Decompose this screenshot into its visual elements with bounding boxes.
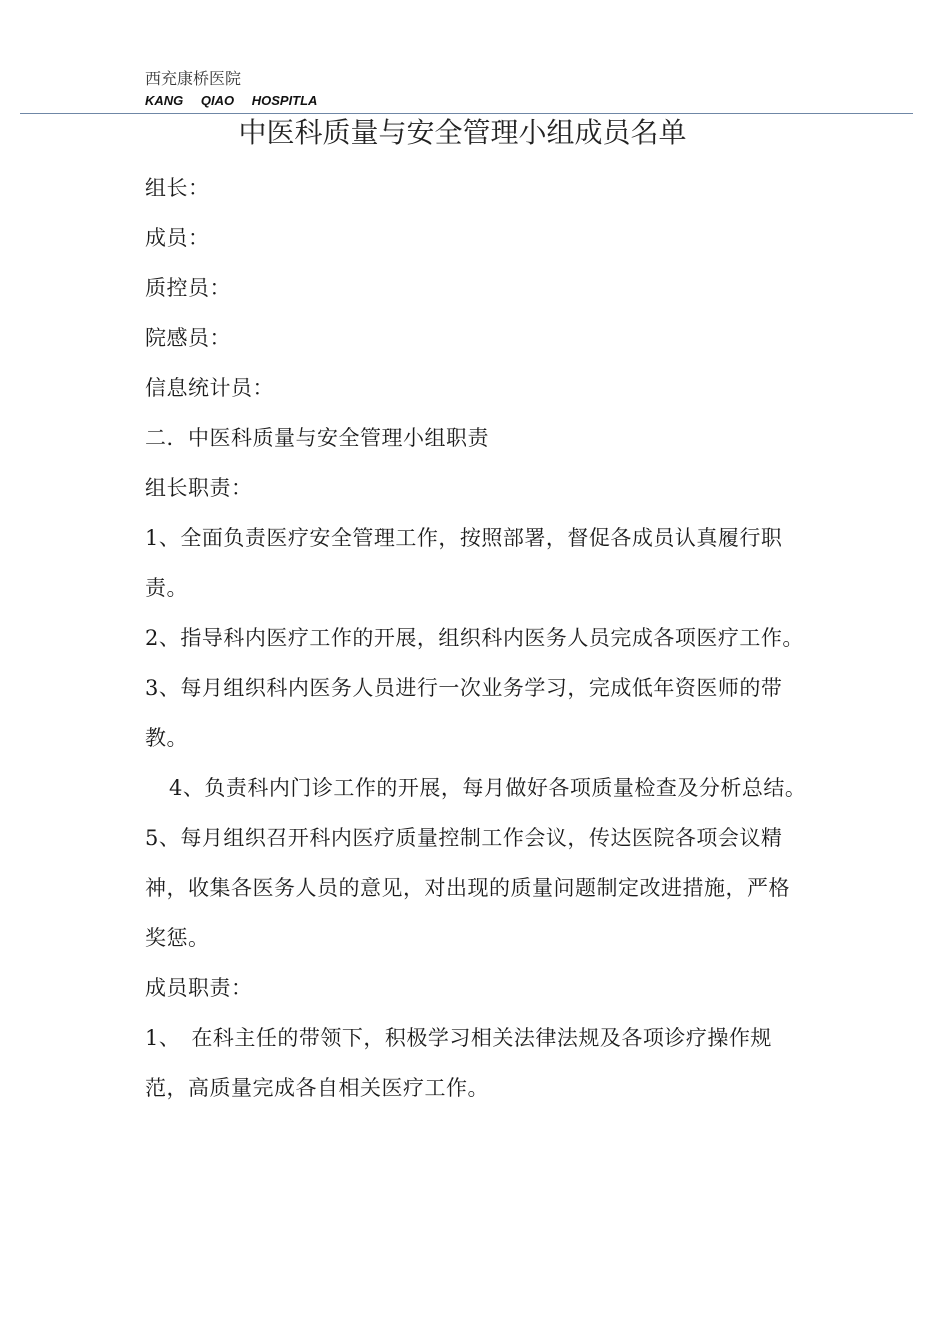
statistics-line: 信息统计员： xyxy=(145,376,274,400)
document-body xyxy=(145,163,810,1113)
document-title: 中医科质量与安全管理小组成员名单 xyxy=(238,116,687,149)
qc-line: 质控员： xyxy=(145,276,231,300)
leader-line: 组长： xyxy=(145,176,210,200)
duty-item: 1、全面负责医疗安全管理工作，按照部署，督促各成员认真履行职责。 xyxy=(145,526,783,600)
leader-duties-heading: 组长职责： xyxy=(145,476,253,500)
hospital-name-en: KANG QIAO HOSPITLA xyxy=(145,93,318,108)
duty-item: 4、负责科内门诊工作的开展，每月做好各项质量检查及分析总结。 xyxy=(169,776,807,800)
member-duties-heading: 成员职责： xyxy=(145,976,253,1000)
members-line: 成员： xyxy=(145,226,210,250)
member-duty-item: 1、 在科主任的带领下，积极学习相关法律法规及各项诊疗操作规范，高质量完成各自相关医疗工作。 xyxy=(145,1026,772,1100)
infection-control-line: 院感员： xyxy=(145,326,231,350)
duty-item: 2、指导科内医疗工作的开展，组织科内医务人员完成各项医疗工作。 xyxy=(145,626,804,650)
duty-item: 3、每月组织科内医务人员进行一次业务学习，完成低年资医师的带教。 xyxy=(145,676,783,750)
section-heading: 二．中医科质量与安全管理小组职责 xyxy=(145,426,489,450)
duty-item: 5、每月组织召开科内医疗质量控制工作会议，传达医院各项会议精神，收集各医务人员的意见，对出现的质量问题制定改进措施，严格奖惩。 xyxy=(145,826,790,950)
hospital-name-cn: 西充康桥医院 xyxy=(145,69,242,88)
